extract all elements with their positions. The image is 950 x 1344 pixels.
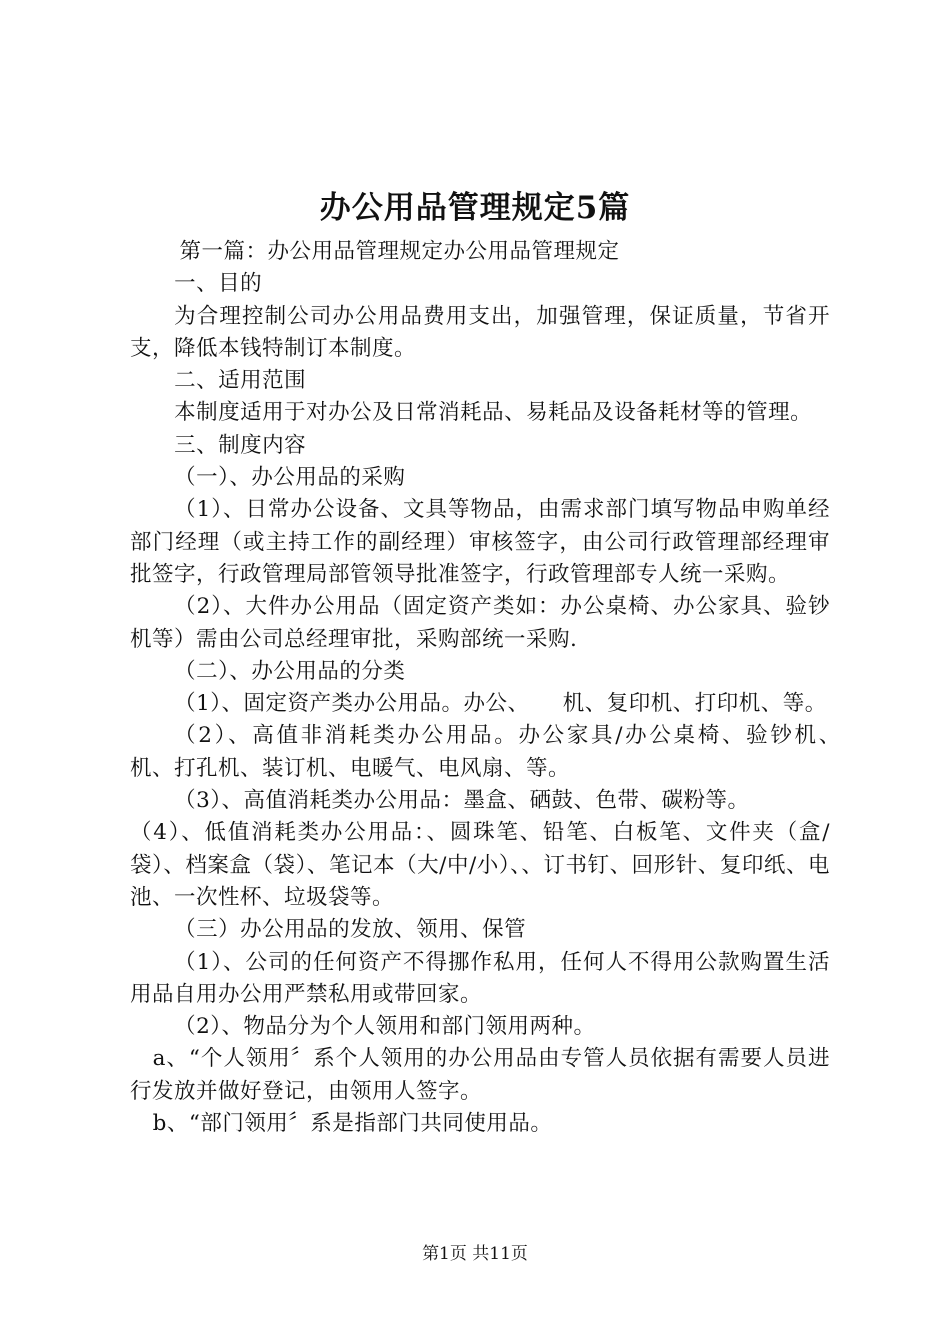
paragraph-heading-classification: （二）、办公用品的分类	[174, 658, 406, 684]
paragraph-procurement-1: （1）、日常办公设备、文具等物品，由需求部门填写物品申购单经部门经理（或主持工作的副经理）审核签字，由公司行政管理部经理审批签字，行政管理局部管领导批准签字，行政管理部专人统一采购。	[130, 497, 830, 587]
paragraph-department-use: b、“部门领用〞系是指部门共同使用品。	[152, 1111, 553, 1137]
paragraph-heading-content: 三、制度内容	[174, 432, 307, 458]
paragraph-classification-1: （1）、固定资产类办公用品。办公、 机、复印机、打印机、等。	[174, 691, 827, 717]
paragraph-heading-scope: 二、适用范围	[174, 368, 307, 394]
paragraph-heading-distribution: （三）办公用品的发放、领用、保管	[174, 917, 527, 943]
paragraph-distribution-2: （2）、物品分为个人领用和部门领用两种。	[174, 1014, 596, 1040]
paragraph-classification-3: （3）、高值消耗类办公用品：墨盒、硒鼓、色带、碳粉等。	[174, 788, 750, 814]
paragraph-classification-2: （2）、高值非消耗类办公用品。办公家具/办公桌椅、验钞机、 机、打孔机、装订机、电暖气、电风扇、等。	[130, 723, 875, 781]
paragraph-heading-procurement: （一）、办公用品的采购	[174, 465, 406, 491]
paragraph-purpose: 为合理控制公司办公用品费用支出，加强管理，保证质量，节省开支，降低本钱特制订本制度。	[130, 303, 830, 361]
page-footer: 第1页 共11页	[422, 1244, 528, 1264]
paragraph-scope: 本制度适用于对办公及日常消耗品、易耗品及设备耗材等的管理。	[174, 400, 813, 426]
paragraph-section-heading: 第一篇：办公用品管理规定办公用品管理规定	[179, 239, 620, 264]
paragraph-distribution-1: （1）、公司的任何资产不得挪作私用，任何人不得用公款购置生活用品自用办公用严禁私用或带回家。	[130, 949, 830, 1007]
document-title: 办公用品管理规定5篇	[319, 190, 631, 226]
paragraph-personal-use: a、“个人领用〞系个人领用的办公用品由专管人员依据有需要人员进行发放并做好登记，由领用人签字。	[130, 1046, 830, 1104]
paragraph-classification-4: （4）、低值消耗类办公用品：、圆珠笔、铅笔、白板笔、文件夹（盒/袋）、档案盒（袋）、笔记本（大/中/小）、、订书钉、回形针、复印纸、电池、一次性杯、垃圾袋等。	[130, 820, 830, 910]
paragraph-heading-purpose: 一、目的	[174, 271, 263, 297]
document-body	[130, 236, 875, 1140]
paragraph-procurement-2: （2）、大件办公用品（固定资产类如：办公桌椅、办公家具、验钞机等）需由公司总经理审批，采购部统一采购.	[130, 594, 830, 652]
